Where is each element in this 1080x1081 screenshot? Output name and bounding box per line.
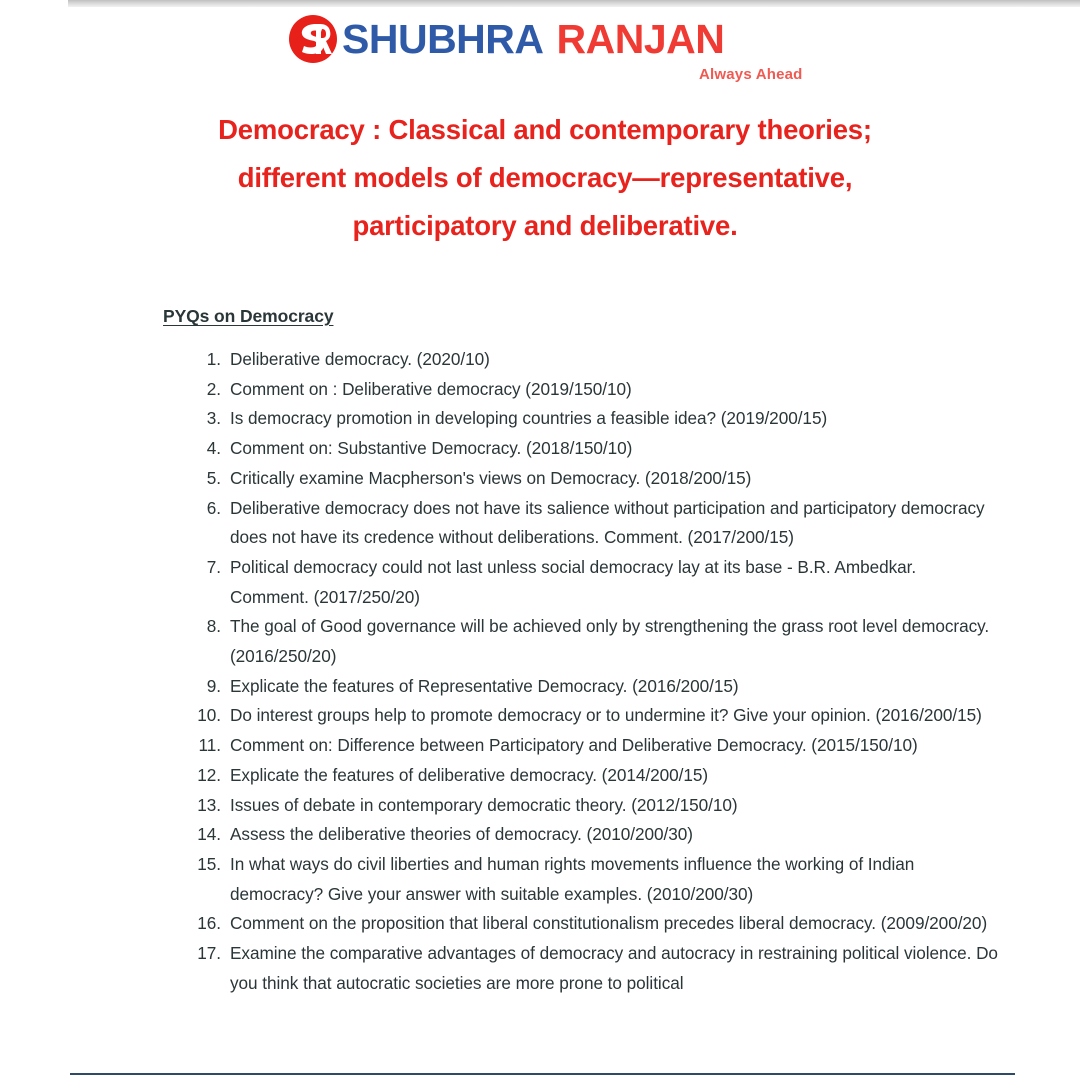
- list-item-number: 6.: [206, 497, 221, 518]
- list-item: [188, 404, 998, 434]
- list-item-text: In what ways do civil liberties and human rights movements influence the working of Indian democracy? Give your answer with suitable examples. (2010/200/30): [230, 853, 915, 904]
- list-item-number: 11.: [198, 735, 221, 756]
- list-item-number: 2.: [206, 378, 221, 399]
- brand-tagline: Always Ahead: [699, 66, 803, 83]
- page-title-line-1: Democracy : Classical and contemporary theories;: [218, 114, 872, 145]
- list-item: [188, 612, 998, 671]
- list-item-text: Do interest groups help to promote democracy or to undermine it? Give your opinion. (2016/200/15): [230, 705, 982, 726]
- section-heading: PYQs on Democracy: [163, 306, 334, 326]
- pyq-question-list: [188, 345, 998, 998]
- list-item: [188, 791, 998, 821]
- list-item-text: Deliberative democracy. (2020/10): [230, 349, 490, 369]
- page-title: [150, 106, 940, 250]
- list-item: [188, 464, 998, 494]
- page-title-line-3: participatory and deliberative.: [352, 210, 738, 241]
- list-item-text: Comment on: Substantive Democracy. (2018/150/10): [230, 438, 633, 459]
- list-item-number: 16.: [197, 913, 221, 934]
- list-item-number: 7.: [206, 556, 221, 577]
- list-item: [188, 761, 998, 791]
- list-item-text: Examine the comparative advantages of democracy and autocracy in restraining political violence. Do you think that autocratic societies are more prone to political: [230, 943, 998, 993]
- list-item: [188, 701, 998, 731]
- list-item-text: The goal of Good governance will be achieved only by strengthening the grass root level democracy. (2016/250/20): [230, 616, 990, 667]
- list-item-text: Critically examine Macpherson's views on Democracy. (2018/200/15): [230, 467, 752, 488]
- brand-masthead: [0, 8, 1080, 88]
- list-item-text: Comment on the proposition that liberal constitutionalism precedes liberal democracy. (2009/200/20): [230, 913, 988, 934]
- list-item-text: Is democracy promotion in developing countries a feasible idea? (2019/200/15): [230, 408, 828, 429]
- top-gray-bar: [68, 0, 1080, 7]
- list-item-number: 12.: [197, 764, 221, 785]
- list-item-text: Assess the deliberative theories of democracy. (2010/200/30): [230, 824, 693, 845]
- list-item-text: Explicate the features of deliberative democracy. (2014/200/15): [230, 764, 709, 785]
- list-item: [188, 494, 998, 553]
- list-item-number: 15.: [197, 853, 221, 874]
- list-item: [188, 820, 998, 850]
- list-item-number: 3.: [206, 408, 221, 429]
- list-item: [188, 345, 998, 375]
- sr-monogram-circle-icon: [286, 12, 340, 66]
- list-item-number: 14.: [197, 824, 221, 845]
- list-item-text: Issues of debate in contemporary democratic theory. (2012/150/10): [230, 794, 738, 815]
- list-item-number: 5.: [206, 467, 221, 488]
- list-item-text: Political democracy could not last unless social democracy lay at its base - B.R. Ambedkar. Comment. (2017/250/20): [230, 556, 917, 607]
- list-item: [188, 850, 998, 909]
- list-item-text: Deliberative democracy does not have its salience without participation and participatory democracy does not have its credence without deliberations. Comment. (2017/200/15): [230, 497, 985, 548]
- brand-name-ranjan: RANJAN: [556, 15, 725, 62]
- list-item-number: 17.: [197, 943, 221, 964]
- list-item-number: 4.: [206, 438, 221, 459]
- list-item: [188, 375, 998, 405]
- list-item: [188, 909, 998, 939]
- list-item-number: 10.: [197, 705, 221, 726]
- brand-wordmark: [342, 16, 724, 63]
- list-item: [188, 672, 998, 702]
- list-item: [188, 434, 998, 464]
- page-title-line-2: different models of democracy—representative,: [237, 162, 853, 193]
- list-item-number: 8.: [206, 616, 221, 637]
- list-item-text: Comment on: Difference between Participatory and Deliberative Democracy. (2015/150/10): [230, 735, 918, 756]
- list-item-number: 1.: [206, 349, 221, 369]
- list-item: [188, 731, 998, 761]
- brand-logo: [286, 12, 724, 66]
- list-item: [188, 939, 998, 998]
- list-item-text: Explicate the features of Representative Democracy. (2016/200/15): [230, 675, 739, 696]
- list-item-text: Comment on : Deliberative democracy (2019/150/10): [230, 378, 632, 399]
- list-item-number: 9.: [206, 675, 221, 696]
- bottom-divider: [70, 1073, 1015, 1075]
- list-item: [188, 553, 998, 612]
- brand-name-shubhra: SHUBHRA: [342, 15, 544, 62]
- list-item-number: 13.: [197, 794, 221, 815]
